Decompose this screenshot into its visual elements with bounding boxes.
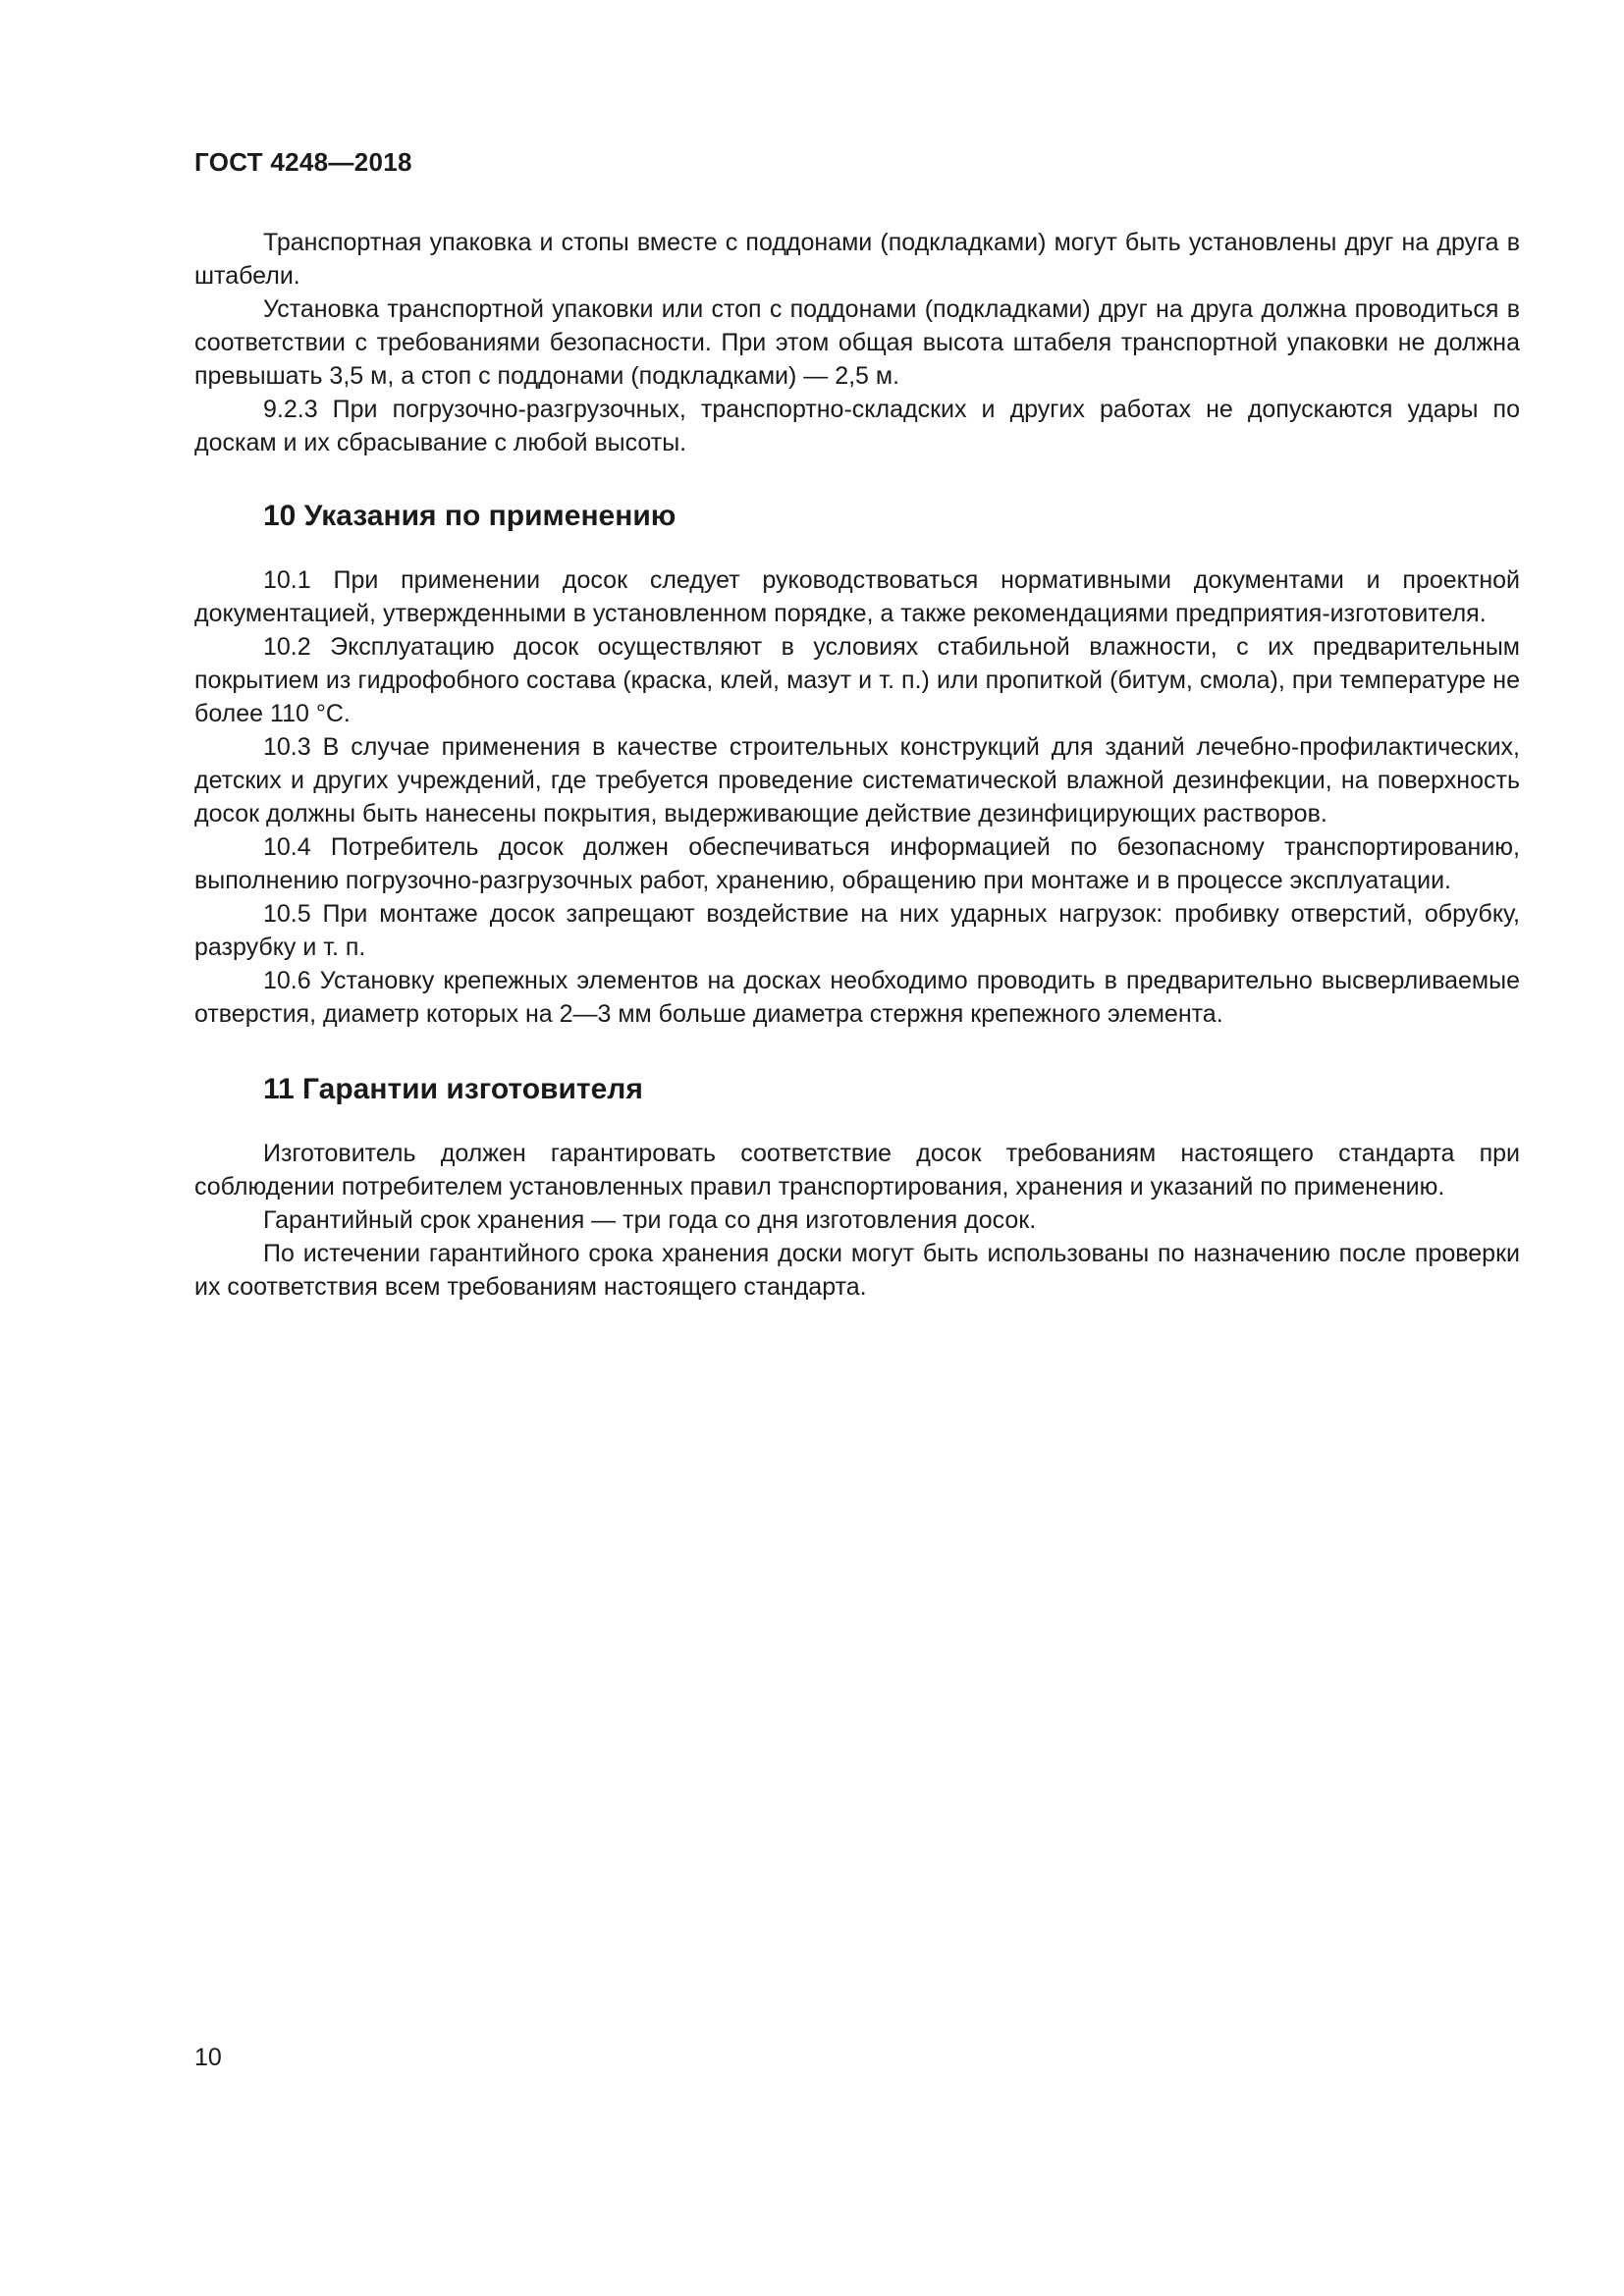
clause-10-2: 10.2 Эксплуатацию досок осуществляют в условиях стабильной влажности, с их предварительным покрытием из гидрофобного состава (краска, клей, мазут и т. п.) или пропиткой (битум, смола), при температуре не более 110 °С.: [194, 633, 1520, 727]
section-11-paragraph-3: По истечении гарантийного срока хранения доски могут быть использованы по назначению после проверки их соответствия всем требованиям настоящего стандарта.: [194, 1240, 1520, 1301]
intro-paragraph-1: Транспортная упаковка и стопы вместе с поддонами (подкладками) могут быть установлены друг на друга в штабели.: [194, 229, 1520, 290]
section-11-paragraph-2: Гарантийный срок хранения — три года со дня изготовления досок.: [263, 1206, 1037, 1234]
clause-10-4: 10.4 Потребитель досок должен обеспечиваться информацией по безопасному транспортированию, выполнению погрузочно-разгрузочных работ, хранению, обращению при монтаже и в процессе эксплуатации.: [194, 833, 1520, 894]
clause-10-1: 10.1 При применении досок следует руководствоваться нормативными документами и проектной документацией, утвержденными в установленном порядке, а также рекомендациями предприятия-изготовителя.: [194, 566, 1520, 627]
page-number: 10: [194, 2044, 222, 2071]
section-11-paragraph-1: Изготовитель должен гарантировать соответствие досок требованиям настоящего стандарта при соблюдении потребителем установленных правил транспортирования, хранения и указаний по применению.: [194, 1140, 1520, 1201]
clause-10-3: 10.3 В случае применения в качестве строительных конструкций для зданий лечебно-профилактических, детских и других учреждений, где требуется проведение систематической влажной дезинфекции, на поверхность досок должны быть нанесены покрытия, выдерживающие действие дезинфицирующих растворов.: [194, 733, 1520, 828]
clause-10-6: 10.6 Установку крепежных элементов на досках необходимо проводить в предварительно высверливаемые отверстия, диаметр которых на 2—3 мм больше диаметра стержня крепежного элемента.: [194, 967, 1520, 1028]
intro-paragraph-2: Установка транспортной упаковки или стоп с поддонами (подкладками) друг на друга должна проводиться в соответствии с требованиями безопасности. При этом общая высота штабеля транспортной упаковки не должна превышать 3,5 м, а стоп с поддонами (подкладками) — 2,5 м.: [194, 295, 1520, 390]
page-content: [194, 226, 1520, 1304]
clause-9-2-3: 9.2.3 При погрузочно-разгрузочных, транспортно-складских и других работах не допускаются удары по доскам и их сбрасывание с любой высоты.: [194, 396, 1520, 456]
document-id-header: ГОСТ 4248—2018: [194, 147, 412, 177]
clause-10-5: 10.5 При монтаже досок запрещают воздействие на них ударных нагрузок: пробивку отверстий, обрубку, разрубку и т. п.: [194, 900, 1520, 961]
section-11-heading: 11 Гарантии изготовителя: [263, 1073, 643, 1105]
section-10-heading: 10 Указания по применению: [263, 500, 677, 532]
